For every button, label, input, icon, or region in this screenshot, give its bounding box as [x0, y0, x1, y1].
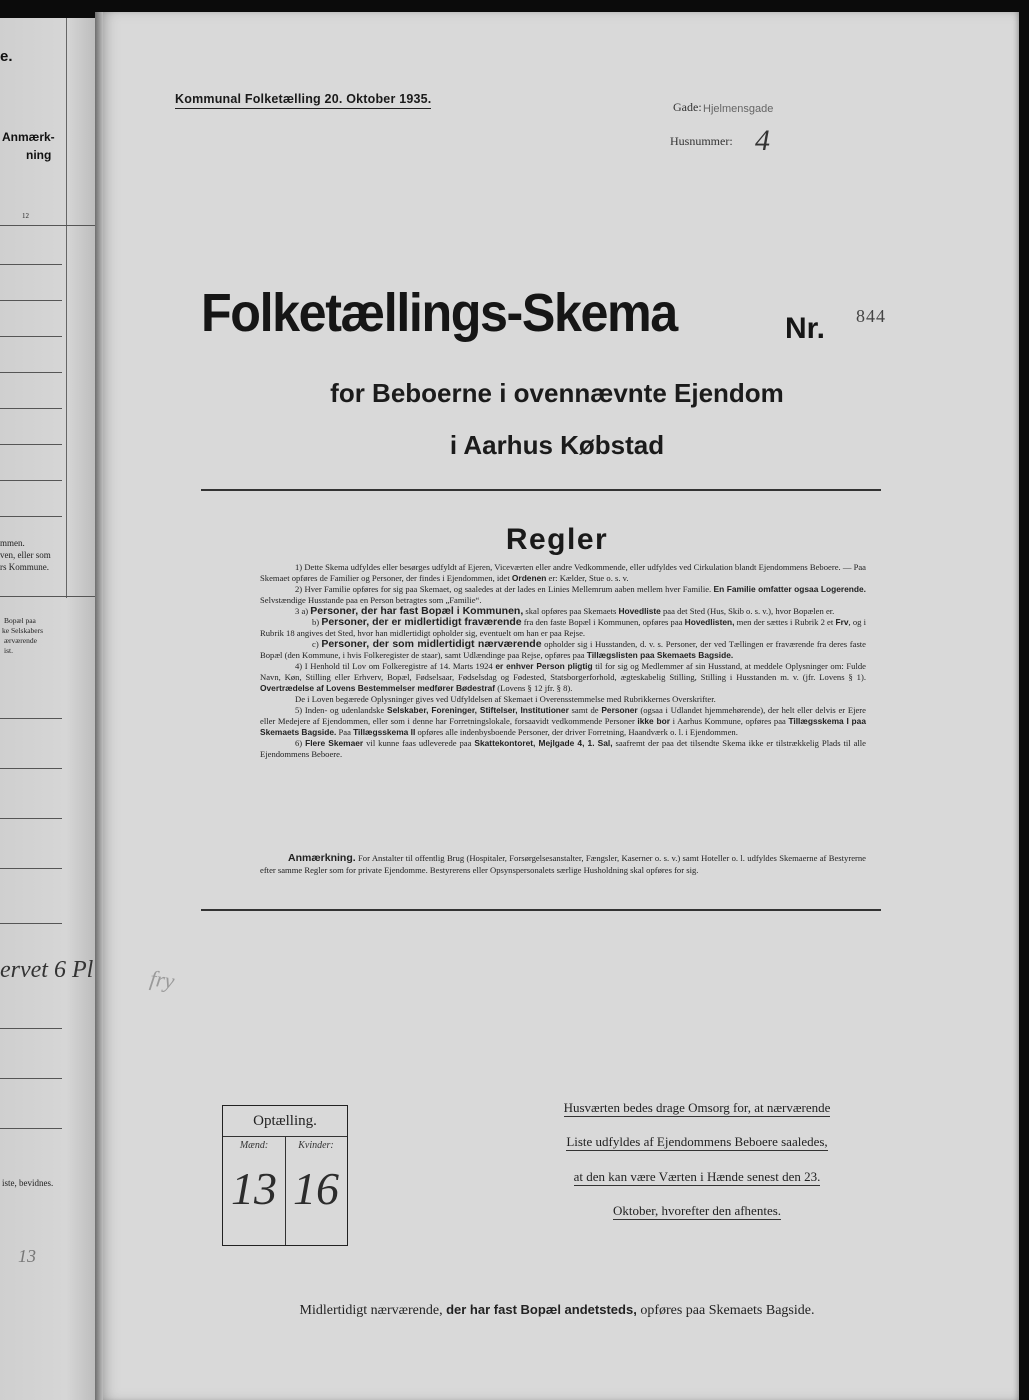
anmaerkning-note: Anmærkning. For Anstalter til offentlig Brug (Hospitaler, Forsørgelsesanstalter, Fængsler, Kaserner o. s. v.) samt Hoteller o. l. udfyldes Skemaerne af Bestyrerne efter samme Regler som for private Ejendomme. Bestyrerens eller Opsynspersonalets særlige Husholdning skal opføres for sig. — [260, 852, 866, 875]
rule-5: 5) Inden- og udenlandske Selskaber, Foreninger, Stiftelser, Institutioner samt de Personer (ogsaa i Udlandet hjemmehørende), der helt eller delvis er Ejere eller Medejere af Ejendommen, eller som i denne har Forretningslokale, forsaavidt vedkommende Personer ikke bor i Aarhus Kommune, opføres paa Tillægsskema I paa Skemaets Bagside. Paa Tillægsskema II opføres alle indenbysboende Personer, der driver Forretning, Haandværk o. l. i Ejendommen. — [260, 705, 866, 737]
optaelling-box — [222, 1105, 348, 1246]
lp-rule — [0, 868, 62, 869]
form-header-kommunal: Kommunal Folketælling 20. Oktober 1935. — [175, 92, 431, 109]
lp-rule — [0, 1028, 62, 1029]
lp-rule — [0, 372, 62, 373]
lp-rule — [0, 264, 62, 265]
lp-heading: e. — [0, 48, 13, 65]
maend-count: 13 — [231, 1163, 277, 1214]
rule-3c: c) Personer, der som midlertidigt nærværende opholder sig i Husstanden, d. v. s. Personer, der ved Tællingen er fraværende fra deres faste Bopæl (den Kommune, i hvis Folkeregister de staar), samt Udlændinge paa Rejse, opføres paa Tillægslisten paa Skemaets Bagside. — [260, 638, 866, 660]
lp-rule — [0, 444, 62, 445]
rule-2: 2) Hver Familie opføres for sig paa Skemaet, og saaledes at der lades en Linies Mellemrum aaben mellem hver Familie. En Familie omfatter ogsaa Logerende. Selvstændige Husstande paa en Person betragtes som „Familie“. — [260, 584, 866, 605]
lp-rule — [0, 300, 62, 301]
gade-value: Hjelmensgade — [703, 103, 774, 115]
maend-column — [223, 1137, 286, 1245]
page-fold-shadow — [95, 12, 103, 1400]
lp-frag: ærværende — [4, 636, 37, 645]
lp-anm-1: Anmærk- — [2, 130, 55, 144]
lp-divider — [66, 18, 67, 598]
pencil-mark: fry — [148, 965, 177, 994]
rule-4-note: De i Loven begærede Oplysninger gives ved Udfyldelsen af Skemaet i Overensstemmelse med Rubrikkernes Overskrifter. — [295, 694, 716, 704]
lp-rule — [0, 718, 62, 719]
previous-page-edge — [0, 18, 95, 1400]
husnummer-label: Husnummer: — [670, 134, 733, 148]
maend-label: Mænd: — [239, 1140, 269, 1151]
title-nr-label: Nr. — [785, 312, 826, 345]
lp-rule — [0, 336, 62, 337]
husvaert-line-2: Liste udfyldes af Ejendommens Beboere saaledes, — [566, 1134, 828, 1149]
lp-rule — [0, 596, 95, 597]
rule-3a: 3 a) Personer, der har fast Bopæl i Kommunen, skal opføres paa Skemaets Hovedliste paa det Sted (Hus, Skib o. s. v.), hvor Bopælen er. — [295, 605, 835, 617]
lp-rule — [0, 768, 62, 769]
lp-frag: iste, bevidnes. — [2, 1178, 54, 1188]
lp-rule — [0, 923, 62, 924]
husvaert-line-3: at den kan være Værten i Hænde senest den 23. — [573, 1169, 821, 1184]
subtitle-beboerne: for Beboerne i ovennævnte Ejendom — [330, 378, 784, 408]
husvaert-line-1: Husværten bedes drage Omsorg for, at nærværende — [563, 1100, 831, 1115]
divider-rule — [201, 489, 881, 491]
optaelling-title: Optælling. — [223, 1106, 347, 1137]
lp-handwriting: 13 — [18, 1246, 36, 1266]
form-number: 844 — [856, 306, 886, 326]
kvinder-column — [285, 1137, 347, 1245]
regler-text — [260, 562, 866, 760]
bottom-instruction: Midlertidigt nærværende, der har fast Bopæl andetsteds, opføres paa Skemaets Bagside. — [299, 1302, 815, 1318]
lp-rule — [0, 1128, 62, 1129]
gade-label: Gade: — [673, 100, 702, 114]
lp-frag: ke Selskabers — [2, 626, 44, 635]
kvinder-label: Kvinder: — [298, 1140, 334, 1151]
lp-rule — [0, 818, 62, 819]
lp-frag: ist. — [4, 646, 13, 655]
lp-col-num: 12 — [22, 212, 29, 220]
husnummer-value: 4 — [755, 124, 770, 157]
lp-frag: mmen. — [0, 538, 25, 548]
regler-heading: Regler — [505, 523, 609, 556]
kvinder-count: 16 — [293, 1163, 339, 1214]
lp-rule — [0, 516, 62, 517]
divider-rule — [201, 909, 881, 911]
rule-6: 6) Flere Skemaer vil kunne faas udleverede paa Skattekontoret, Mejlgade 4, 1. Sal, saafremt der paa det tilsendte Skema ikke er tilstrækkelig Plads til alle Ejendommens Beboere. — [260, 738, 866, 759]
rule-4: 4) I Henhold til Lov om Folkeregistre af 14. Marts 1924 er enhver Person pligtig til for sig og Medlemmer af sin Husstand, at meddele Oplysninger om: Fulde Navn, Køn, Stilling eller Erhverv, Bopæl, Fødselsaar, Fødselsdag og Fødested, Statsborgerforhold, ægteskabelig Stilling, Stilling i Husstanden m. v. (jfr. Lovens § 1). Overtrædelse af Lovens Bestemmelser medfører Bødestraf (Lovens § 12 jfr. § 8). — [260, 661, 866, 693]
lp-frag: Bopæl paa — [4, 616, 36, 625]
husvaert-line-4: Oktober, hvorefter den afhentes. — [612, 1203, 782, 1218]
subtitle-aarhus: i Aarhus Købstad — [449, 430, 665, 460]
lp-handwriting: ervet 6 Pl — [0, 957, 94, 983]
lp-frag: ven, eller som — [0, 550, 51, 560]
lp-rule — [0, 1078, 62, 1079]
lp-anm-2: ning — [26, 148, 52, 162]
lp-rule — [0, 225, 95, 226]
rule-1: 1) Dette Skema udfyldes eller besørges udfyldt af Ejeren, Viceværten eller andre Vedkommende, eller udfyldes ved Cirkulation blandt Ejendommens Beboere. — Paa Skemaet opføres de Familier og Personer, der findes i Ejendommen, idet Ordenen er: Kælder, Stue o. s. v. — [260, 562, 866, 583]
lp-rule — [0, 480, 62, 481]
lp-rule — [0, 408, 62, 409]
page-title: Folketællings-Skema — [201, 283, 677, 343]
lp-frag: rs Kommune. — [0, 562, 49, 572]
rule-3b: b) Personer, der er midlertidigt fraværende fra den faste Bopæl i Kommunen, opføres paa Hovedlisten, men der sættes i Rubrik 2 et Frv, og i Rubrik 18 angives det Sted, hvor han midlertidigt opholder sig, eventuelt om han er paa Rejse. — [260, 616, 866, 638]
census-form-page — [95, 12, 1019, 1400]
